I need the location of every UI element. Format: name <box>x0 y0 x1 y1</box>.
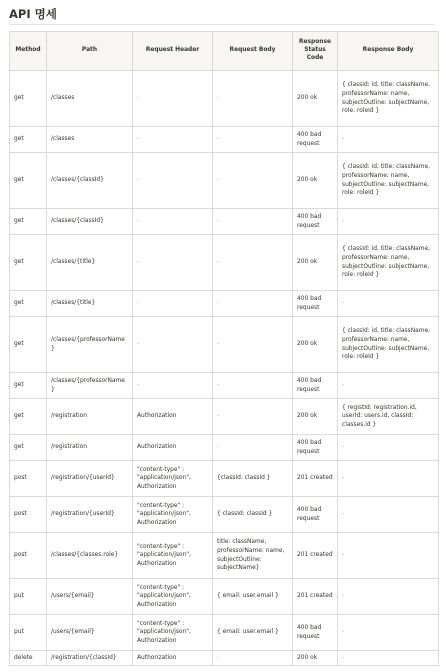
cell-response-body: { classId: id, title: className, professorName: name, subjectOutline: subjectName, role: roleId } <box>338 317 439 373</box>
cell-request-header: "content-type" : "application/json", Authorization <box>133 615 213 651</box>
cell-request-body: - <box>213 435 293 461</box>
cell-path: /classes/{classId} <box>47 209 133 235</box>
cell-response-body: - <box>338 461 439 497</box>
column-header-request-body: Request Body <box>213 32 293 71</box>
cell-response-status: 400 bad request <box>293 127 338 153</box>
cell-response-status: 200 ok <box>293 71 338 127</box>
cell-response-status: 200 ok <box>293 235 338 291</box>
table-row <box>10 127 439 153</box>
cell-response-body: - <box>338 373 439 399</box>
table-row <box>10 317 439 373</box>
cell-path: /registration/{classId} <box>47 651 133 666</box>
table-row <box>10 209 439 235</box>
cell-request-body: title: className, professorName: name, subjectOutline: subjectName} <box>213 533 293 579</box>
cell-request-body: - <box>213 71 293 127</box>
cell-response-status: 201 created <box>293 461 338 497</box>
cell-request-body: { email: user.email } <box>213 615 293 651</box>
cell-request-header: "content-type" : "application/json", Authorization <box>133 533 213 579</box>
cell-response-status: 400 bad request <box>293 291 338 317</box>
cell-response-body: - <box>338 497 439 533</box>
table-row <box>10 651 439 666</box>
cell-request-header: "content-type" : "application/json", Authorization <box>133 579 213 615</box>
table-row <box>10 71 439 127</box>
table-row <box>10 235 439 291</box>
cell-method: put <box>10 615 47 651</box>
column-header-path: Path <box>47 32 133 71</box>
cell-method: post <box>10 533 47 579</box>
cell-path: /users/{email} <box>47 579 133 615</box>
cell-path: /classes/{title} <box>47 235 133 291</box>
cell-method: get <box>10 291 47 317</box>
table-row <box>10 533 439 579</box>
cell-request-header: - <box>133 291 213 317</box>
table-row <box>10 497 439 533</box>
cell-response-body: - <box>338 291 439 317</box>
cell-request-header: "content-type" : "application/json", Authorization <box>133 497 213 533</box>
cell-path: /registration/{userId} <box>47 497 133 533</box>
cell-request-header: - <box>133 209 213 235</box>
cell-request-header: Authorization <box>133 435 213 461</box>
cell-method: get <box>10 209 47 235</box>
column-header-method: Method <box>10 32 47 71</box>
table-row <box>10 435 439 461</box>
cell-method: post <box>10 461 47 497</box>
cell-request-body: { classId: classId } <box>213 497 293 533</box>
cell-request-body: { email: user.email } <box>213 579 293 615</box>
cell-request-body: - <box>213 153 293 209</box>
column-header-response-body: Response Body <box>338 32 439 71</box>
cell-method: get <box>10 71 47 127</box>
cell-response-body: { registId: registration.id, userId: users.id, classId: classes.id } <box>338 399 439 435</box>
cell-response-status: 200 ok <box>293 399 338 435</box>
cell-response-body: - <box>338 209 439 235</box>
table-row <box>10 615 439 651</box>
cell-path: /classes/{professorName} <box>47 317 133 373</box>
cell-method: put <box>10 579 47 615</box>
cell-method: get <box>10 127 47 153</box>
table-header-row <box>10 32 439 71</box>
cell-request-body: - <box>213 373 293 399</box>
cell-method: get <box>10 373 47 399</box>
cell-request-header: Authorization <box>133 399 213 435</box>
cell-request-body: - <box>213 235 293 291</box>
cell-request-header: - <box>133 127 213 153</box>
cell-response-status: 400 bad request <box>293 373 338 399</box>
cell-request-header: Authorization <box>133 651 213 666</box>
cell-request-body: - <box>213 127 293 153</box>
table-row <box>10 291 439 317</box>
cell-request-body: - <box>213 651 293 666</box>
cell-response-status: 400 bad request <box>293 615 338 651</box>
cell-request-header: "content-type" : "application/json", Authorization <box>133 461 213 497</box>
api-spec-table <box>9 31 439 666</box>
page-title: API 명세 <box>9 7 57 21</box>
cell-response-body: - <box>338 435 439 461</box>
cell-method: get <box>10 435 47 461</box>
cell-path: /classes/{classId} <box>47 153 133 209</box>
cell-path: /classes <box>47 71 133 127</box>
cell-path: /registration <box>47 399 133 435</box>
cell-method: get <box>10 399 47 435</box>
table-row <box>10 373 439 399</box>
cell-request-body: - <box>213 291 293 317</box>
table-row <box>10 153 439 209</box>
cell-response-status: 201 created <box>293 579 338 615</box>
cell-request-body: - <box>213 209 293 235</box>
cell-response-status: 400 bad request <box>293 497 338 533</box>
cell-request-body: - <box>213 317 293 373</box>
cell-path: /users/{email} <box>47 615 133 651</box>
cell-response-status: 201 created <box>293 533 338 579</box>
cell-path: /registration/{userId} <box>47 461 133 497</box>
cell-method: delete <box>10 651 47 666</box>
cell-method: get <box>10 317 47 373</box>
cell-response-status: 200 ok <box>293 651 338 666</box>
column-header-request-header: Request Header <box>133 32 213 71</box>
cell-request-header: - <box>133 153 213 209</box>
cell-path: /classes <box>47 127 133 153</box>
cell-response-status: 200 ok <box>293 317 338 373</box>
cell-response-body: { classId: id, title: className, professorName: name, subjectOutline: subjectName, role: roleId } <box>338 153 439 209</box>
cell-response-body: { classId: id, title: className, professorName: name, subjectOutline: subjectName, role: roleId } <box>338 235 439 291</box>
cell-path: /classes/{classes.role} <box>47 533 133 579</box>
cell-response-status: 400 bad request <box>293 435 338 461</box>
cell-path: /classes/{title} <box>47 291 133 317</box>
cell-response-body: - <box>338 651 439 666</box>
cell-response-body: - <box>338 579 439 615</box>
cell-response-body: - <box>338 533 439 579</box>
cell-request-body: {classId: classId } <box>213 461 293 497</box>
cell-method: get <box>10 235 47 291</box>
cell-request-header: - <box>133 235 213 291</box>
title-divider <box>9 24 434 25</box>
cell-path: /registration <box>47 435 133 461</box>
cell-request-header: - <box>133 71 213 127</box>
cell-method: get <box>10 153 47 209</box>
cell-path: /classes/{professorName} <box>47 373 133 399</box>
cell-request-header: - <box>133 317 213 373</box>
cell-response-body: - <box>338 127 439 153</box>
cell-request-header: - <box>133 373 213 399</box>
column-header-response-status-code: Response Status Code <box>293 32 338 71</box>
cell-response-status: 400 bad request <box>293 209 338 235</box>
table-row <box>10 579 439 615</box>
cell-response-body: - <box>338 615 439 651</box>
table-row <box>10 399 439 435</box>
cell-method: post <box>10 497 47 533</box>
cell-request-body: - <box>213 399 293 435</box>
cell-response-status: 200 ok <box>293 153 338 209</box>
cell-response-body: { classId: id, title: className, professorName: name, subjectOutline: subjectName, role: roleId } <box>338 71 439 127</box>
table-row <box>10 461 439 497</box>
